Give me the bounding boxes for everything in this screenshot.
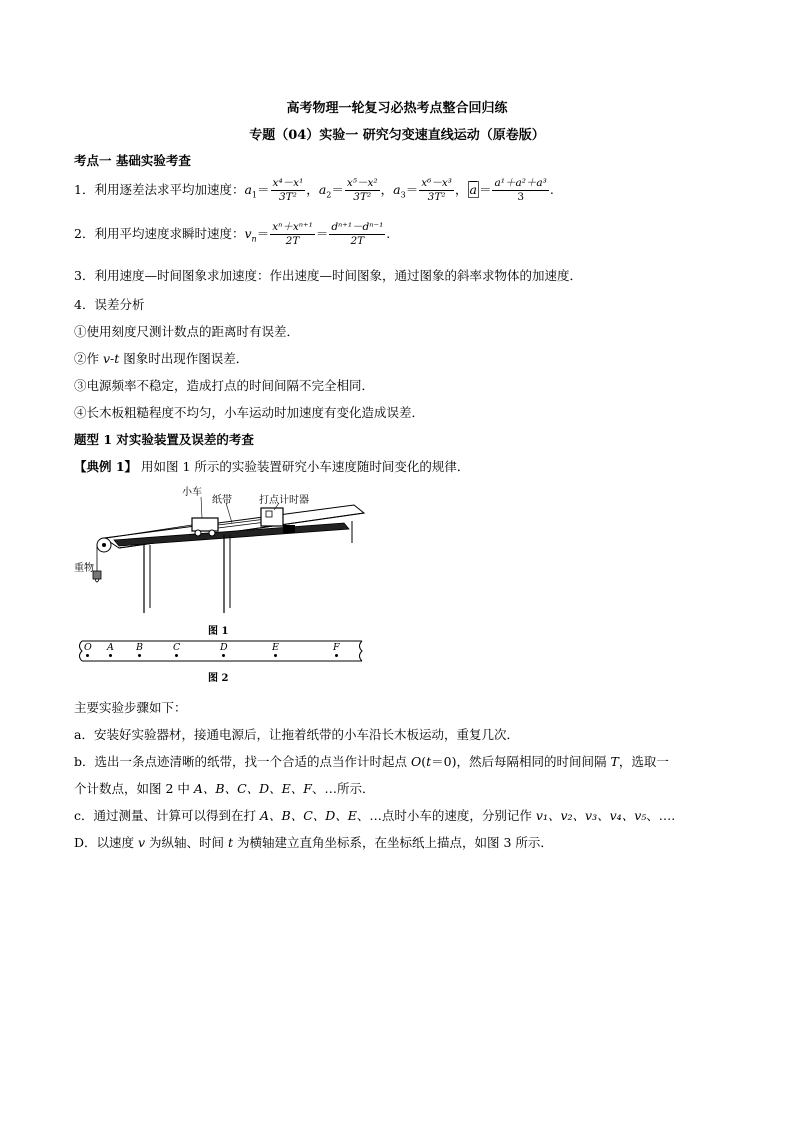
point-letters: A、B、C、D、E bbox=[259, 808, 357, 823]
fraction-a2 bbox=[345, 178, 380, 203]
item-1-formula bbox=[74, 178, 554, 203]
tape-dot bbox=[109, 654, 112, 657]
equals-sign: ＝ bbox=[256, 226, 270, 242]
example-text: 用如图 1 所示的实验装置研究小车速度随时间变化的规律． bbox=[137, 459, 470, 474]
vt-symbol: v-t bbox=[102, 351, 120, 366]
label-car: 小车 bbox=[182, 487, 202, 498]
separator: ， bbox=[380, 182, 394, 198]
item-2-formula bbox=[74, 222, 390, 247]
item-3: 3．利用速度—时间图象求加速度：作出速度—时间图象，通过图象的斜率求物体的加速度． bbox=[74, 268, 582, 283]
step-b-post: ＝0)，然后每隔相同的时间间隔 bbox=[431, 754, 611, 769]
a1-subscript: 1 bbox=[251, 190, 258, 200]
tape-point-label: C bbox=[173, 642, 181, 653]
error-4: ④长木板粗糙程度不均匀，小车运动时加速度有变化造成误差． bbox=[74, 405, 425, 420]
fraction-denominator: 3 bbox=[517, 191, 525, 204]
time-symbol: t bbox=[426, 754, 432, 769]
step-d bbox=[74, 833, 553, 851]
point-o: O bbox=[410, 754, 422, 769]
fraction-v1 bbox=[270, 222, 315, 247]
step-b2-pre: 个计数点，如图 2 中 bbox=[74, 781, 194, 796]
fraction-a1 bbox=[271, 178, 306, 203]
step-d-mid: 为纵轴、时间 bbox=[145, 835, 229, 850]
fraction-denominator: 3T² bbox=[353, 191, 372, 204]
item-1-prefix: 1．利用逐差法求平均加速度： bbox=[74, 182, 245, 198]
a3-symbol: a bbox=[393, 182, 401, 198]
step-b-end: ，选取一 bbox=[618, 754, 669, 769]
example-1 bbox=[74, 457, 469, 475]
section-heading-2: 题型 1 对实验装置及误差的考查 bbox=[74, 432, 254, 447]
error-2-pre: ②作 bbox=[74, 351, 103, 366]
tape-dot bbox=[222, 654, 225, 657]
point-letters: A、B、C、D、E、F bbox=[193, 781, 312, 796]
v-symbol: v bbox=[244, 226, 252, 242]
tape-point-label: B bbox=[136, 642, 143, 653]
tape-dot bbox=[138, 654, 141, 657]
figure-1-caption: 图 1 bbox=[208, 626, 229, 637]
tape-point-label: F bbox=[333, 642, 340, 653]
period-symbol: T bbox=[610, 754, 619, 769]
fraction-denominator: 2T bbox=[350, 235, 365, 248]
fraction-average bbox=[492, 178, 548, 203]
fraction-numerator: x⁶－x³ bbox=[419, 178, 454, 191]
apparatus-diagram bbox=[74, 483, 374, 683]
time-symbol: t bbox=[228, 835, 234, 850]
step-c-pre: c．通过测量、计算可以得到在打 bbox=[74, 808, 260, 823]
step-d-post: 为横轴建立直角坐标系，在坐标纸上描点，如图 3 所示． bbox=[233, 835, 553, 850]
v-subscript: n bbox=[251, 234, 257, 244]
item-4: 4．误差分析 bbox=[74, 297, 145, 312]
step-b-pre: b．选出一条点迹清晰的纸带，找一个合适的点当作计时起点 bbox=[74, 754, 411, 769]
fraction-denominator: 2T bbox=[285, 235, 300, 248]
tape-dot bbox=[175, 654, 178, 657]
document-title: 高考物理一轮复习必热考点整合回归练 bbox=[286, 101, 508, 116]
document-subtitle: 专题（04）实验一 研究匀变速直线运动（原卷版） bbox=[249, 128, 545, 143]
equals-sign: ＝ bbox=[315, 226, 329, 242]
tape-point-label: E bbox=[272, 642, 279, 653]
tape-point-label: O bbox=[84, 642, 92, 653]
a3-subscript: 3 bbox=[400, 190, 406, 200]
error-3: ③电源频率不稳定，造成打点的时间间隔不完全相同． bbox=[74, 378, 375, 393]
equals-sign: ＝ bbox=[257, 182, 270, 198]
equals-sign: ＝ bbox=[478, 182, 492, 198]
velocity-symbols: v₁、v₂、v₃、v₄、v₅ bbox=[535, 808, 647, 823]
step-b-line-2 bbox=[74, 779, 375, 797]
tape-dot bbox=[274, 654, 277, 657]
fraction-a3 bbox=[419, 178, 454, 203]
error-1: ①使用刻度尺测计数点的距离时有误差． bbox=[74, 324, 300, 339]
tape-point-label: D bbox=[220, 642, 228, 653]
steps-intro: 主要实验步骤如下： bbox=[74, 700, 187, 715]
tape-dot bbox=[86, 654, 89, 657]
label-tape: 纸带 bbox=[212, 495, 232, 506]
fraction-v2 bbox=[329, 222, 385, 247]
average-a-symbol: $\overline{a}$ bbox=[469, 182, 477, 198]
fraction-numerator: dⁿ⁺¹－dⁿ⁻¹ bbox=[329, 222, 385, 235]
separator: ， bbox=[454, 182, 468, 198]
label-weight: 重物 bbox=[74, 563, 94, 574]
fraction-numerator: xⁿ＋xⁿ⁺¹ bbox=[270, 222, 315, 235]
step-c bbox=[74, 806, 675, 824]
tape-point-label: A bbox=[107, 642, 114, 653]
item-2-prefix: 2．利用平均速度求瞬时速度： bbox=[74, 226, 245, 242]
example-tag: 【典例 1】 bbox=[74, 459, 138, 474]
step-b2-post: 、…所示． bbox=[311, 781, 375, 796]
step-c-post: 、…. bbox=[646, 808, 676, 823]
apparatus-figure bbox=[74, 483, 374, 683]
figure-2-caption: 图 2 bbox=[208, 673, 229, 684]
fraction-numerator: x⁵－x² bbox=[345, 178, 380, 191]
fraction-denominator: 3T² bbox=[427, 191, 446, 204]
fraction-numerator: a¹＋a²＋a³ bbox=[492, 178, 548, 191]
period: . bbox=[549, 182, 554, 198]
period: . bbox=[386, 226, 391, 242]
label-timer: 打点计时器 bbox=[259, 495, 309, 506]
error-2 bbox=[74, 349, 248, 367]
fraction-denominator: 3T² bbox=[278, 191, 297, 204]
paren-open: ( bbox=[421, 754, 427, 769]
velocity-symbol: v bbox=[138, 835, 146, 850]
section-heading-1: 考点一 基础实验考查 bbox=[74, 153, 191, 168]
separator: ， bbox=[306, 182, 319, 198]
step-a: a．安装好实验器材，接通电源后，让拖着纸带的小车沿长木板运动，重复几次． bbox=[74, 727, 519, 742]
step-d-pre: D．以速度 bbox=[74, 835, 138, 850]
step-b-line-1 bbox=[74, 752, 669, 770]
a2-subscript: 2 bbox=[326, 190, 332, 200]
error-2-post: 图象时出现作图误差． bbox=[119, 351, 249, 366]
equals-sign: ＝ bbox=[331, 182, 344, 198]
equals-sign: ＝ bbox=[405, 182, 419, 198]
a2-symbol: a bbox=[318, 182, 327, 198]
a1-symbol: a bbox=[244, 182, 252, 198]
fraction-numerator: x⁴－x¹ bbox=[271, 178, 306, 191]
step-c-mid: 、…点时小车的速度，分别记作 bbox=[356, 808, 536, 823]
tape-dot bbox=[335, 654, 338, 657]
